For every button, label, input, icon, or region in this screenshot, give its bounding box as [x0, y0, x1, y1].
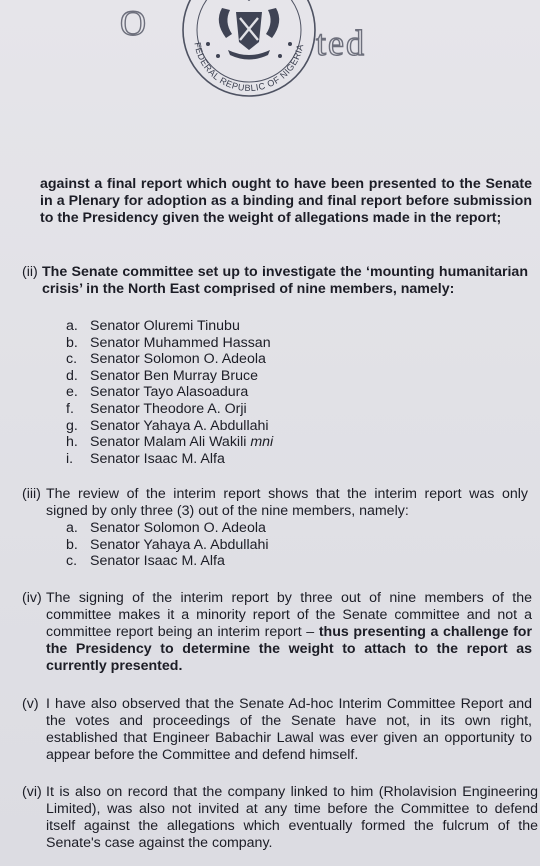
intro-paragraph: against a final report which ought to have been presented to the Senate in a Plenary for adoption as a binding and final report before submission to the Presidency given the weight of allegations made in the report;	[40, 176, 532, 226]
paragraph-v	[22, 696, 532, 764]
paragraph-ii	[22, 264, 528, 298]
list-item: a. Senator Oluremi Tinubu	[66, 318, 240, 334]
emphasis-text: thus presenting a challenge for the Presidency to determine the weight to attach to the report as currently presented.	[46, 624, 532, 674]
paragraph-text: The signing of the interim report by three out of nine members of the committee makes it a minority report of the Senate committee and not a committee report being an interim report – thus presenting a challenge for the Presidency to determine the weight to attach to the report as currently presented.	[46, 590, 532, 674]
seal-ring-text: FEDERAL REPUBLIC OF NIGERIA	[192, 41, 306, 94]
list-item: b. Senator Muhammed Hassan	[66, 334, 271, 351]
paragraph-text: The review of the interim report shows that the interim report was only signed by only three (3) out of the nine members, namely:	[46, 486, 528, 519]
signatories-list	[66, 520, 269, 570]
paragraph-vi	[22, 784, 538, 852]
list-item: e. Senator Tayo Alasoadura	[66, 384, 249, 401]
committee-members-list	[66, 318, 273, 467]
list-item: c. Senator Isaac M. Alfa	[66, 553, 225, 570]
paragraph-number: (iv)	[22, 590, 42, 606]
paragraph-text: I have also observed that the Senate Ad-hoc Interim Committee Report and the votes and proceedings of the Senate have not, in its own right, established that Engineer Babachir Lawal was ever given an opportunity to appear before the Committee and defend himself.	[46, 696, 532, 763]
list-item: b. Senator Yahaya A. Abdullahi	[66, 536, 269, 553]
list-item: i. Senator Isaac M. Alfa	[66, 450, 225, 467]
list-item: d. Senator Ben Murray Bruce	[66, 367, 258, 384]
list-item: a. Senator Solomon O. Adeola	[66, 520, 266, 536]
list-item: f. Senator Theodore A. Orji	[66, 400, 247, 417]
list-item: g. Senator Yahaya A. Abdullahi	[66, 417, 269, 434]
stamp-text-right: ted	[316, 23, 366, 63]
paragraph-number: (v)	[22, 696, 39, 712]
list-item: h. Senator Malam Ali Wakili mni	[66, 434, 274, 451]
stamp-text-left: O	[120, 3, 148, 43]
paragraph-text: It is also on record that the company linked to him (Rholavision Engineering Limited), was also not invited at any time before the Committee to defend itself against the allegations which eventually formed the fulcrum of the Senate's case against the company.	[46, 784, 538, 851]
paragraph-text: The Senate committee set up to investigate the ‘mounting humanitarian crisis’ in the North East comprised of nine members, namely:	[42, 264, 528, 297]
paragraph-iii	[22, 486, 528, 520]
paragraph-number: (ii)	[22, 264, 38, 280]
list-item: c. Senator Solomon O. Adeola	[66, 351, 266, 368]
paragraph-number: (iii)	[22, 486, 41, 502]
paragraph-iv	[22, 590, 532, 675]
paragraph-number: (vi)	[22, 784, 42, 800]
